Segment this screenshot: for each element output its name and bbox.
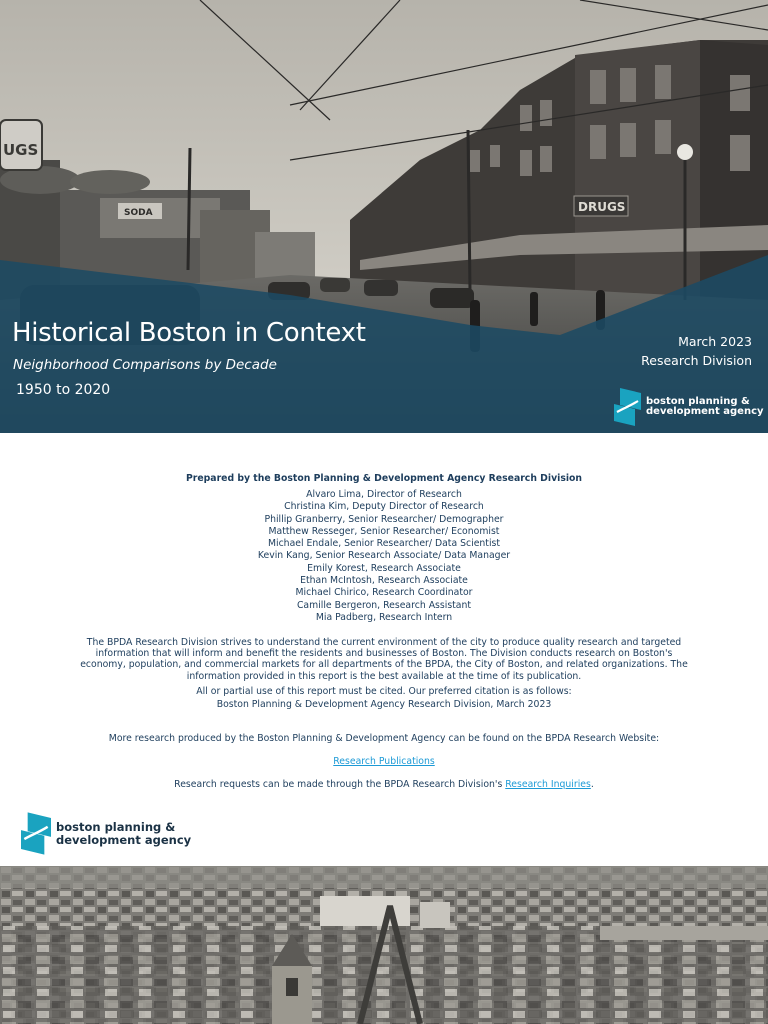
soda-sign: SODA (124, 208, 153, 218)
prepared-by-heading: Prepared by the Boston Planning & Development Agency Research Division (185, 473, 583, 484)
research-publications-link[interactable]: Research Publications (333, 756, 435, 767)
report-division: Research Division (641, 353, 752, 368)
staff-item: Christina Kim, Deputy Director of Research (284, 501, 484, 513)
logo-line1: boston planning & (646, 395, 750, 407)
bpda-logo-footer (21, 812, 191, 855)
staff-item: Matthew Resseger, Senior Researcher/ Economist (268, 525, 500, 537)
staff-item: Camille Bergeron, Research Assistant (296, 599, 472, 611)
drugs-sign-left: UGS (3, 141, 39, 159)
aerial-city-image (0, 866, 768, 1024)
staff-item: Kevin Kang, Senior Research Associate/ Data Manager (257, 550, 511, 562)
bpda-logo-icon (21, 812, 51, 855)
report-subtitle: Neighborhood Comparisons by Decade (13, 357, 277, 373)
staff-item: Michael Endale, Senior Researcher/ Data Scientist (267, 538, 501, 550)
more-research-text: More research produced by the Boston Planning & Development Agency can be found on the BPDA Research Website: (108, 733, 660, 744)
logo-line2: development agency (56, 832, 192, 847)
staff-list (0, 489, 768, 624)
hero-banner (0, 0, 768, 433)
staff-item: Alvaro Lima, Director of Research (306, 489, 462, 500)
drugs-sign-right: DRUGS (578, 200, 626, 214)
requests-prefix: Research requests can be made through the BPDA Research Division's (174, 779, 506, 790)
aerial-photo (0, 866, 768, 1024)
citation-note: All or partial use of this report must be cited. Our preferred citation is as follows: (196, 686, 572, 697)
citation-text: Boston Planning & Development Agency Research Division, March 2023 (216, 699, 552, 710)
staff-item: Emily Korest, Research Associate (307, 562, 461, 574)
bpda-logo-icon (614, 388, 641, 426)
staff-item: Mia Padberg, Research Intern (315, 611, 453, 623)
logo-line2: development agency (646, 406, 764, 417)
staff-item: Ethan McIntosh, Research Associate (300, 575, 468, 587)
report-date: March 2023 (678, 334, 752, 349)
requests-suffix: . (590, 779, 594, 790)
requests-line (0, 779, 768, 790)
staff-item: Phillip Granberry, Senior Researcher/ Demographer (264, 513, 504, 525)
credits-section (0, 433, 768, 866)
about-paragraph: The BPDA Research Division strives to understand the current environment of the city to produce quality research and targeted information that will inform and benefit the residents and businesses of Boston. The Division conducts research on Boston's economy, population, and commercial markets for all departments of the BPDA, the City of Boston, and related organizations. The information provided in this report is the best available at the time of its publication. (80, 637, 688, 682)
report-years: 1950 to 2020 (16, 382, 111, 398)
report-title: Historical Boston in Context (12, 318, 366, 348)
logo-line1: boston planning & (56, 820, 176, 835)
research-inquiries-link[interactable]: Research Inquiries (505, 779, 591, 790)
publications-line (0, 756, 768, 767)
bpda-logo-hero (614, 388, 764, 426)
staff-item: Michael Chirico, Research Coordinator (295, 587, 473, 599)
